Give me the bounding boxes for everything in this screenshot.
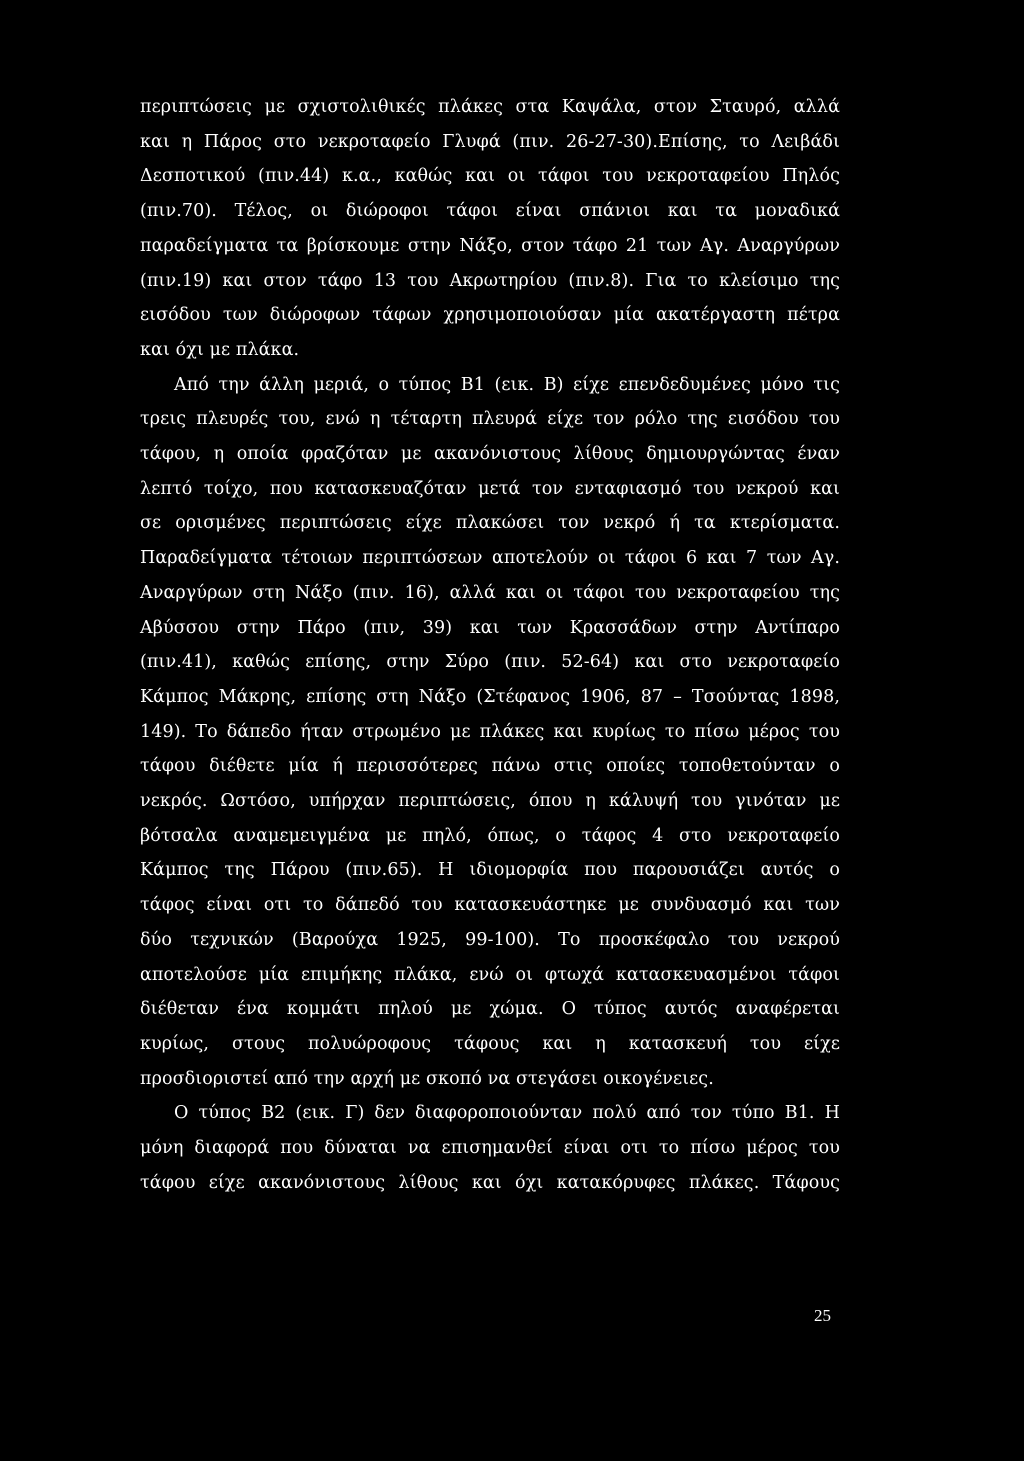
text-line: σε ορισμένες περιπτώσεις είχε πλακώσει τον νεκρό ή τα κτερίσματα. [140, 513, 840, 534]
text-line: τάφου, η οποία φραζόταν με ακανόνιστους λίθους δημιουργώντας έναν [140, 444, 840, 465]
text-line: (πιν.70). Τέλος, οι διώροφοι τάφοι είναι σπάνιοι και τα μοναδικά [140, 201, 840, 222]
text-line: Αναργύρων στη Νάξο (πιν. 16), αλλά και οι τάφοι του νεκροταφείου της [140, 582, 840, 603]
text-line: κυρίως, στους πολυώροφους τάφους και η κατασκευή του είχε [140, 1033, 840, 1054]
text-line: Αβύσσου στην Πάρο (πιν, 39) και των Κρασσάδων στην Αντίπαρο [140, 617, 840, 638]
paragraph-3 [140, 1096, 840, 1200]
paragraph-2 [140, 368, 840, 1097]
text-line: τάφος είναι οτι το δάπεδό του κατασκευάστηκε με συνδυασμό και των [140, 895, 840, 916]
text-line: (πιν.41), καθώς επίσης, στην Σύρο (πιν. 52-64) και στο νεκροταφείο [140, 652, 840, 673]
text-line: τάφου διέθετε μία ή περισσότερες πάνω στις οποίες τοποθετούνταν ο [140, 756, 840, 777]
text-line: εισόδου των διώροφων τάφων χρησιμοποιούσαν μία ακατέργαστη πέτρα [140, 305, 840, 326]
text-line: λεπτό τοίχο, που κατασκευαζόταν μετά τον ενταφιασμό του νεκρού και [140, 478, 840, 499]
text-line: τάφου είχε ακανόνιστους λίθους και όχι κατακόρυφες πλάκες. Τάφους [140, 1172, 840, 1193]
text-line: προσδιοριστεί από την αρχή με σκοπό να στεγάσει οικογένειες. [140, 1068, 714, 1089]
text-line: Δεσποτικού (πιν.44) κ.α., καθώς και οι τάφοι του νεκροταφείου Πηλός [140, 166, 840, 187]
text-line: περιπτώσεις με σχιστολιθικές πλάκες στα Καψάλα, στον Σταυρό, αλλά [140, 97, 840, 117]
text-line: μόνη διαφορά που δύναται να επισημανθεί είναι οτι το πίσω μέρος του [140, 1138, 840, 1159]
text-line: 149). Το δάπεδο ήταν στρωμένο με πλάκες και κυρίως το πίσω μέρος του [140, 721, 840, 742]
text-line: Παραδείγματα τέτοιων περιπτώσεων αποτελούν οι τάφοι 6 και 7 των Αγ. [140, 548, 840, 569]
text-line: νεκρός. Ωστόσο, υπήρχαν περιπτώσεις, όπου η κάλυψή του γινόταν με [140, 791, 840, 812]
page-number: 25 [814, 1306, 831, 1325]
text-line: Από την άλλη μεριά, ο τύπος Β1 (εικ. Β) είχε επενδεδυμένες μόνο τις [174, 374, 840, 395]
text-line: βότσαλα αναμεμειγμένα με πηλό, όπως, ο τάφος 4 στο νεκροταφείο [140, 825, 840, 846]
text-line: Κάμπος της Πάρου (πιν.65). Η ιδιομορφία που παρουσιάζει αυτός ο [140, 860, 840, 881]
text-line: παραδείγματα τα βρίσκουμε στην Νάξο, στον τάφο 21 των Αγ. Αναργύρων [140, 235, 840, 256]
text-line: Κάμπος Μάκρης, επίσης στη Νάξο (Στέφανος 1906, 87 – Τσούντας 1898, [140, 686, 840, 707]
text-line: Ο τύπος Β2 (εικ. Γ) δεν διαφοροποιούνταν πολύ από τον τύπο Β1. Η [174, 1103, 840, 1124]
text-line: (πιν.19) και στον τάφο 13 του Ακρωτηρίου (πιν.8). Για το κλείσιμο της [140, 270, 840, 291]
paragraph-1 [140, 90, 840, 368]
text-line: αποτελούσε μία επιμήκης πλάκα, ενώ οι φτωχά κατασκευασμένοι τάφοι [140, 964, 840, 985]
text-line: διέθεταν ένα κομμάτι πηλού με χώμα. Ο τύπος αυτός αναφέρεται [140, 999, 840, 1020]
text-line: και η Πάρος στο νεκροταφείο Γλυφά (πιν. 26-27-30).Επίσης, το Λειβάδι [140, 131, 840, 152]
text-line: δύο τεχνικών (Βαρούχα 1925, 99-100). Το προσκέφαλο του νεκρού [140, 929, 840, 950]
text-line: τρεις πλευρές του, ενώ η τέταρτη πλευρά είχε τον ρόλο της εισόδου του [140, 409, 840, 430]
text-line: και όχι με πλάκα. [140, 339, 300, 360]
body-text [140, 90, 840, 1201]
